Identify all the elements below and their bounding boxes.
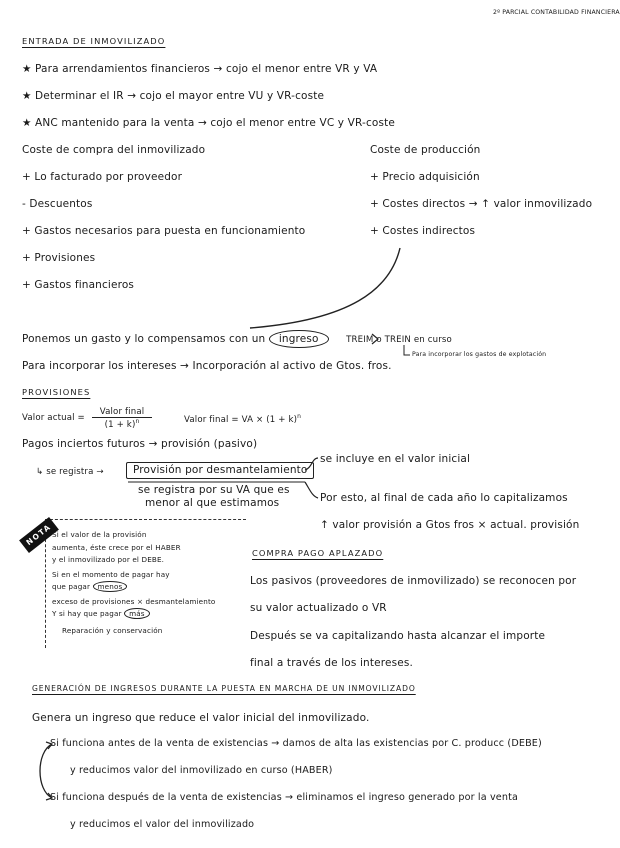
coste-produccion-item: + Precio adquisición	[370, 171, 480, 183]
menos-circled: menos	[93, 581, 128, 592]
gen-a2: y reducimos valor del inmovilizado en curso (HABER)	[70, 765, 333, 776]
se-incluye: se incluye en el valor inicial	[320, 453, 471, 465]
provision-box: Provisión por desmantelamiento	[126, 462, 314, 479]
nota-line: Reparación y conservación	[62, 626, 163, 635]
coste-compra-item: + Lo facturado por proveedor	[22, 171, 183, 183]
coste-compra-title: Coste de compra del inmovilizado	[22, 144, 206, 156]
coste-produccion-title: Coste de producción	[370, 144, 481, 156]
por-esto-connector	[305, 482, 318, 498]
frac-exp: n	[135, 418, 140, 426]
nota-line: Si en el momento de pagar hay	[52, 570, 170, 579]
coste-compra-item: - Descuentos	[22, 198, 93, 210]
nota-line: exceso de provisiones × desmantelamiento	[52, 597, 216, 606]
gasto-text: Ponemos un gasto y lo compensamos con un	[22, 333, 266, 345]
se-registra: ↳ se registra →	[36, 467, 104, 477]
section-title-provisiones: PROVISIONES	[22, 387, 91, 397]
gen-b1: Si funciona después de la venta de existencias → eliminamos el ingreso generado por la venta	[50, 792, 519, 803]
bullet-3: ★ ANC mantenido para la venta → cojo el menor entre VC y VR-coste	[22, 117, 395, 129]
compra-l2: su valor actualizado o VR	[250, 602, 387, 614]
section-title-entrada: ENTRADA DE INMOVILIZADO	[22, 36, 166, 46]
gen-b2: y reducimos el valor del inmovilizado	[70, 819, 255, 830]
compra-l3: Después se va capitalizando hasta alcanzar el importe	[250, 630, 546, 642]
gasto-note: Para incorporar los gastos de explotación	[412, 351, 547, 358]
intereses-line: Para incorporar los intereses → Incorporación al activo de Gtos. fros.	[22, 360, 392, 372]
valor-actual-label: Valor actual =	[22, 413, 85, 423]
por-esto: Por esto, al final de cada año lo capitalizamos	[320, 492, 568, 504]
mas-circled: más	[124, 608, 150, 619]
sub-registra-1: se registra por su VA que es	[138, 484, 290, 496]
nota-line: y el inmovilizado por el DEBE.	[52, 555, 165, 564]
header-course: 2º PARCIAL CONTABILIDAD FINANCIERA	[493, 9, 620, 16]
gen-intro: Genera un ingreso que reduce el valor inicial del inmovilizado.	[32, 712, 370, 724]
nota-line: Si el valor de la provisión	[52, 530, 147, 539]
sweep-curve	[250, 248, 400, 328]
sub-registra-2: menor al que estimamos	[145, 497, 280, 509]
treim-text: TREIM o TREIN en curso	[346, 335, 452, 345]
section-title-generacion: GENERACIÓN DE INGRESOS DURANTE LA PUESTA EN MARCHA DE UN INMOVILIZADO	[32, 684, 416, 693]
gen-a1: Si funciona antes de la venta de existencias → damos de alta las existencias por C. producc (DEBE)	[50, 738, 542, 749]
valor-final-text: Valor final = VA × (1 + k)	[184, 414, 298, 425]
valor-provision: ↑ valor provisión a Gtos fros × actual. provisión	[320, 519, 580, 531]
compra-l4: final a través de los intereses.	[250, 657, 413, 669]
coste-produccion-item: + Costes indirectos	[370, 225, 476, 237]
incluye-connector	[305, 458, 318, 470]
nota-l7a: Y si hay que pagar	[52, 609, 122, 618]
frac-num: Valor final	[92, 407, 152, 418]
nota-tag: NOTA	[19, 517, 59, 553]
note-arrow-icon	[404, 345, 410, 355]
arrow-head-icon	[372, 334, 378, 344]
nota-l5a: que pagar	[52, 582, 91, 591]
generacion-bracket	[40, 744, 52, 798]
bullet-1: ★ Para arrendamientos financieros → cojo el menor entre VR y VA	[22, 63, 378, 75]
valor-final-exp: n	[297, 413, 302, 420]
coste-produccion-item: + Costes directos → ↑ valor inmovilizado	[370, 198, 593, 210]
coste-compra-item: + Provisiones	[22, 252, 96, 264]
bullet-2: ★ Determinar el IR → cojo el mayor entre VU y VR-coste	[22, 90, 325, 102]
compra-l1: Los pasivos (proveedores de inmovilizado) se reconocen por	[250, 575, 577, 587]
pagos-line: Pagos inciertos futuros → provisión (pasivo)	[22, 438, 258, 450]
coste-compra-item: + Gastos necesarios para puesta en funcionamiento	[22, 225, 306, 237]
ingreso-circled: ingreso	[269, 330, 329, 348]
nota-line: aumenta, éste crece por el HABER	[52, 543, 181, 552]
frac-den: (1 + k)	[104, 420, 136, 431]
section-title-compra: COMPRA PAGO APLAZADO	[252, 548, 384, 558]
coste-compra-item: + Gastos financieros	[22, 279, 135, 291]
